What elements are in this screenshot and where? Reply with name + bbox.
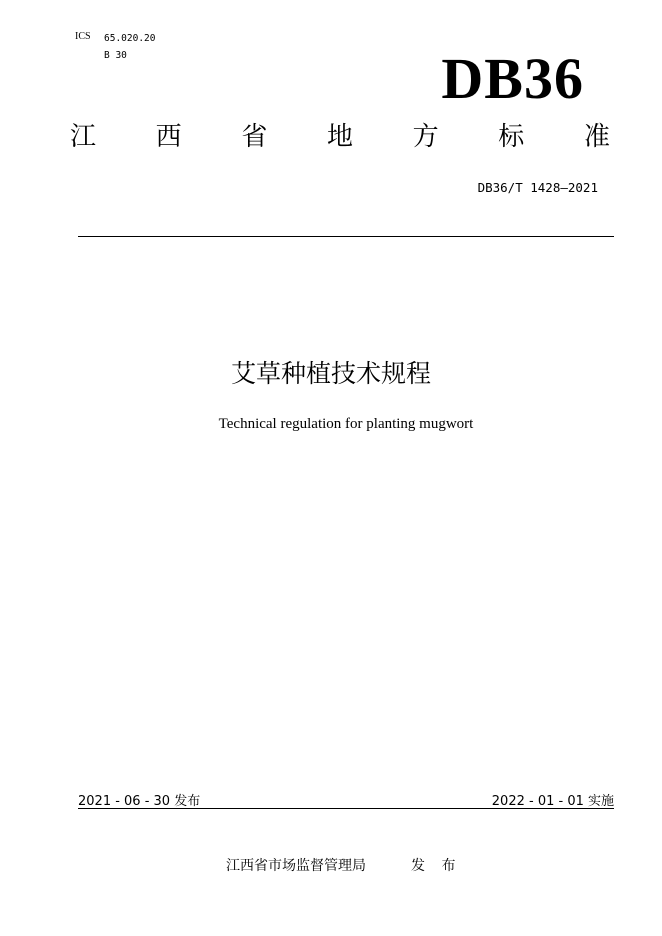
standard-type-heading (70, 124, 610, 150)
standard-type-char: 准 (583, 122, 610, 152)
standard-type-char: 方 (412, 122, 439, 152)
db-logo: DB36 (441, 46, 584, 111)
document-title-chinese: 艾草种植技术规程 (230, 359, 431, 388)
top-divider (78, 236, 614, 237)
standard-type-char: 江 (70, 122, 97, 152)
issue-date: 2021 - 06 - 30 发布 (78, 794, 201, 809)
bottom-divider (78, 808, 614, 809)
ics-code: 65.020.20 (104, 33, 156, 44)
standard-type-char: 标 (498, 122, 525, 152)
standard-type-char: 西 (155, 122, 182, 152)
standard-number: DB36/T 1428—2021 (477, 180, 598, 195)
publish-label: 发 布 (411, 858, 462, 874)
implementation-date: 2022 - 01 - 01 实施 (491, 794, 614, 809)
ccs-code: B 30 (104, 50, 127, 61)
document-title-english: Technical regulation for planting mugwort (218, 416, 474, 432)
publisher-name: 江西省市场监督管理局 (226, 858, 366, 874)
standard-type-char: 省 (241, 122, 268, 152)
ics-label: ICS (75, 31, 91, 42)
standard-type-char: 地 (326, 122, 353, 152)
